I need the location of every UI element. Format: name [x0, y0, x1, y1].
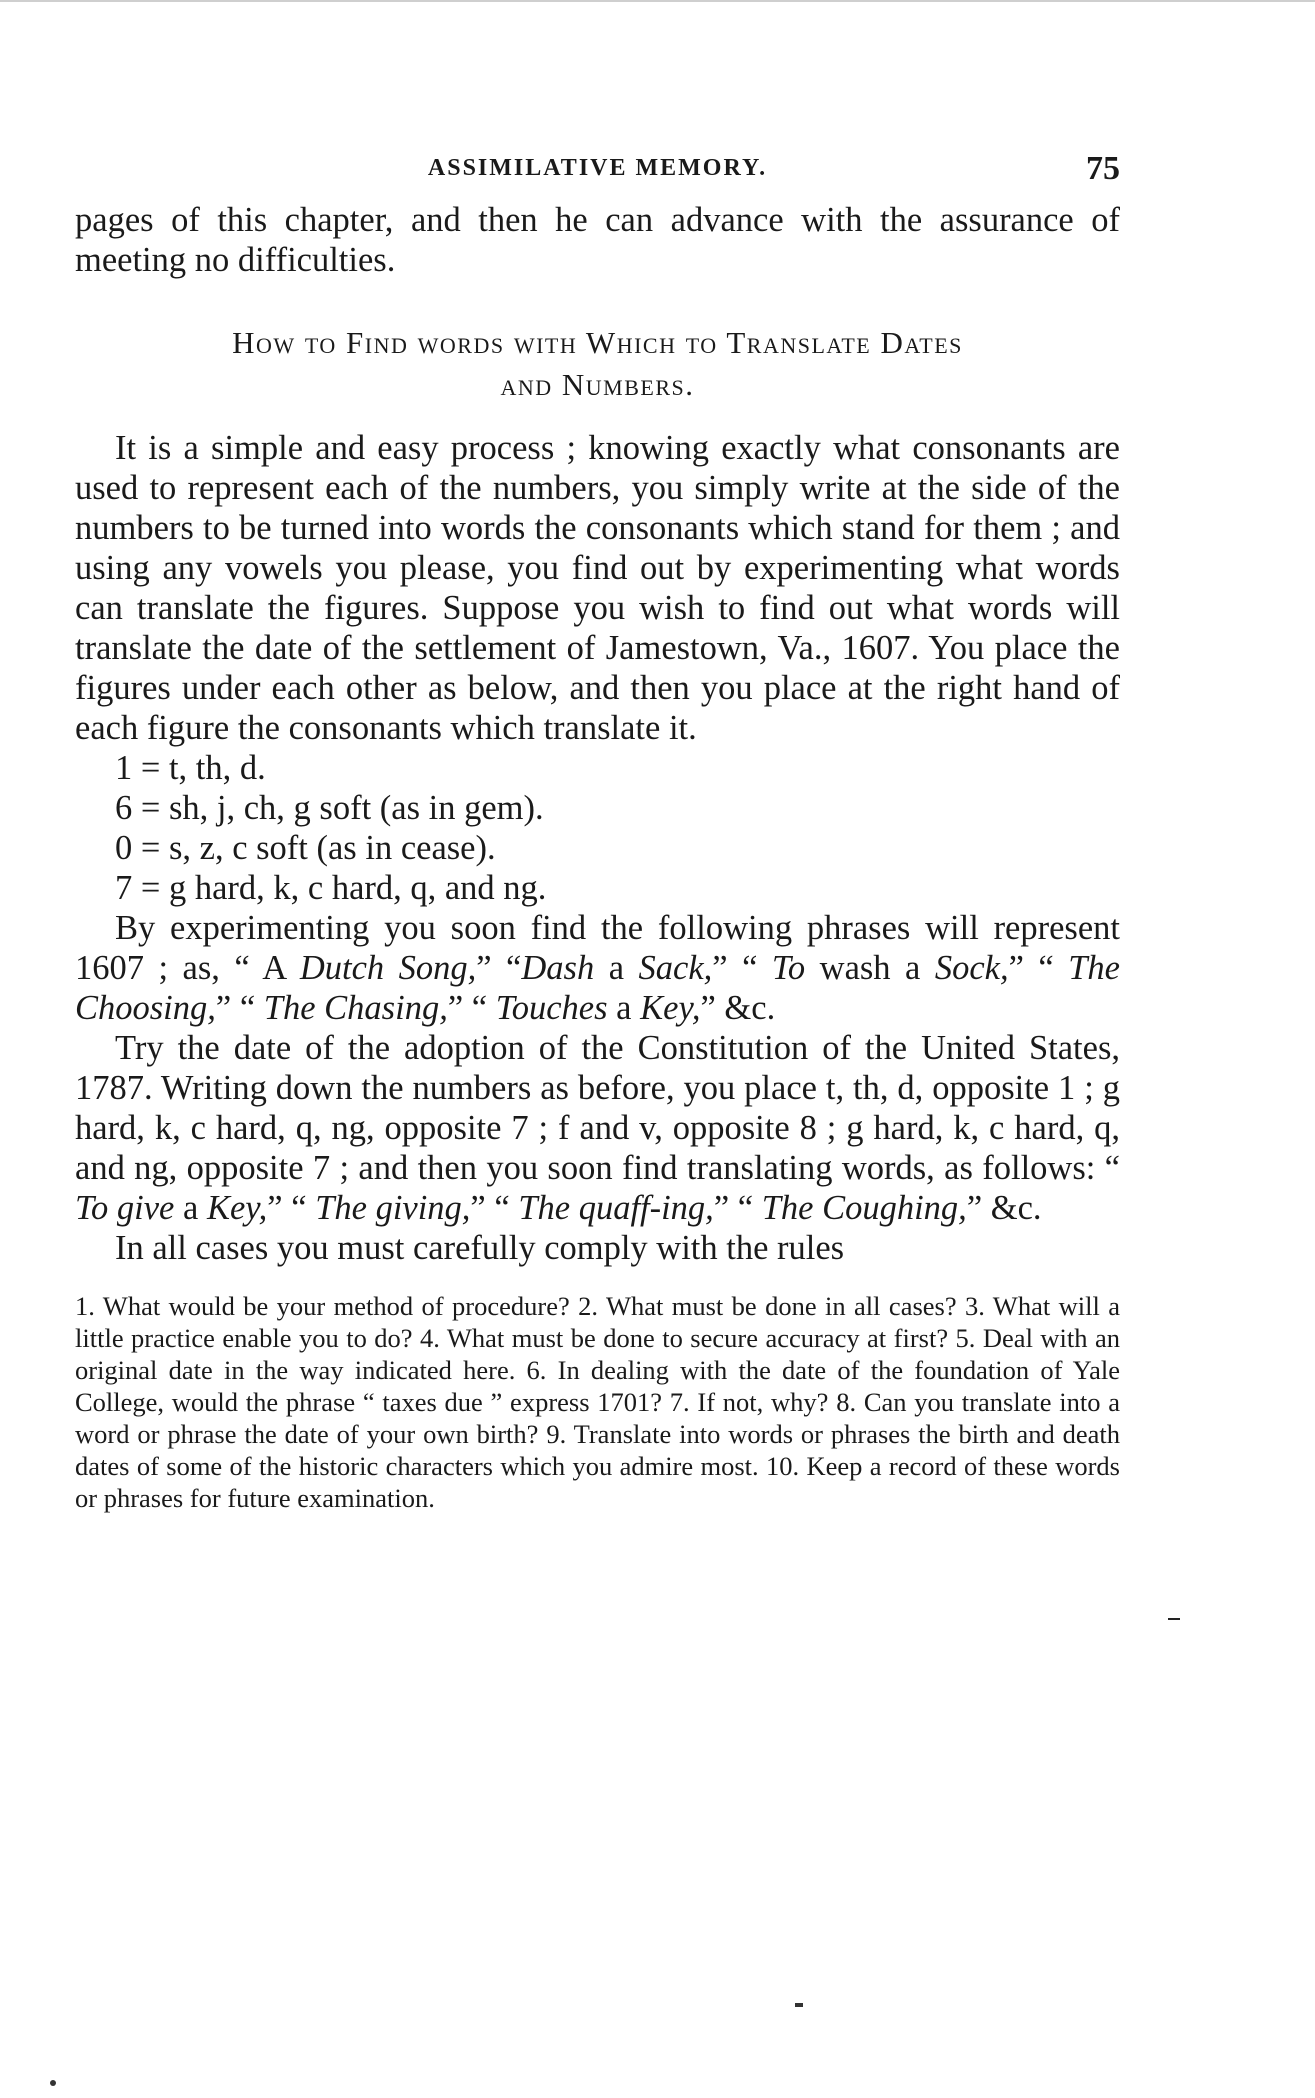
margin-mark — [1168, 1618, 1180, 1620]
text: Try the date of the adoption of the Constitution of the United States, 1787. Writing down the numbers as before, you place t, th, d, opposite 1 ; g hard, k, c hard, q, ng, opposite 7 ; f and v, opposite 8 ; g hard, k, c hard, q, and ng, opposite 7 ; and then you soon find translating words, as follows: “ — [75, 1029, 1120, 1187]
page-number: 75 — [1086, 150, 1120, 187]
paragraph-constitution — [75, 1028, 1120, 1228]
text: a — [607, 989, 641, 1027]
text: ” &c. — [700, 989, 776, 1027]
text: a — [174, 1189, 207, 1227]
text: a — [890, 949, 935, 987]
section-heading — [75, 322, 1120, 406]
text: ” “ — [713, 1189, 762, 1227]
phrase: To give — [75, 1189, 175, 1227]
heading-line-1: How to Find words with Which to Translate Dates — [232, 325, 963, 360]
phrase: The Chasing, — [263, 989, 448, 1027]
page-header — [75, 150, 1120, 200]
phrase: Key, — [206, 1189, 268, 1227]
phrase: The giving, — [315, 1189, 471, 1227]
text: ” “ — [470, 1189, 519, 1227]
phrase: The Choosing, — [75, 949, 1120, 1027]
text: By experimenting you soon find the following phrases will represent 1607 ; as, “ A — [75, 909, 1120, 987]
book-page — [75, 150, 1120, 1514]
text: ” “ — [476, 949, 522, 987]
paragraph-experimenting — [75, 908, 1120, 1028]
phrase: Dash — [521, 949, 595, 987]
phrase: Sack, — [638, 949, 713, 987]
phrase: Dutch Song, — [299, 949, 477, 987]
print-speck — [50, 2080, 56, 2086]
phrase: Key, — [640, 989, 701, 1027]
paragraph-rules: In all cases you must carefully comply with the rules — [115, 1229, 845, 1267]
text: ” &c. — [966, 1189, 1042, 1227]
list-item: 0 = s, z, c soft (as in cease). — [115, 829, 496, 867]
text: wash — [805, 949, 891, 987]
page-body — [75, 200, 1120, 1268]
list-item: 7 = g hard, k, c hard, q, and ng. — [115, 869, 547, 907]
paragraph-continuation: pages of this chapter, and then he can advance with the assurance of meeting no difficulties. — [75, 201, 1120, 279]
text: ” “ — [447, 989, 496, 1027]
text: a — [594, 949, 639, 987]
heading-line-2: and Numbers. — [500, 367, 695, 402]
list-item: 6 = sh, j, ch, g soft (as in gem). — [115, 789, 544, 827]
number-consonant-list — [75, 748, 1120, 908]
phrase: Touches — [495, 989, 608, 1027]
phrase: The Coughing, — [761, 1189, 967, 1227]
top-border — [0, 0, 1315, 2]
phrase: The quaff-ing, — [518, 1189, 714, 1227]
study-questions: 1. What would be your method of procedure? 2. What must be done in all cases? 3. What will a little practice enable you to do? 4. What must be done to secure accuracy at first? 5. Deal with an original date in the way indicated here. 6. In dealing with the date of the foundation of Yale College, would the phrase “ taxes due ” express 1701? 7. If not, why? 8. Can you translate into a word or phrase the date of your own birth? 9. Translate into words or phrases the birth and death dates of some of the historic characters which you admire most. 10. Keep a record of these words or phrases for future examination. — [75, 1291, 1120, 1513]
running-head: ASSIMILATIVE MEMORY. — [427, 155, 768, 181]
text: ” “ — [215, 989, 264, 1027]
print-speck — [795, 2003, 803, 2007]
phrase: To — [771, 949, 806, 987]
text: ” “ — [267, 1189, 316, 1227]
text: ” “ — [712, 949, 772, 987]
list-item: 1 = t, th, d. — [115, 749, 266, 787]
phrase: Sock, — [934, 949, 1009, 987]
paragraph-process: It is a simple and easy process ; knowing exactly what consonants are used to represent each of the numbers, you simply write at the side of the numbers to be turned into words the consonants which stand for them ; and using any vowels you please, you find out by experimenting what words can translate the figures. Suppose you wish to find out what words will translate the date of the settlement of Jamestown, Va., 1607. You place the figures under each other as below, and then you place at the right hand of each figure the consonants which translate it. — [75, 429, 1120, 747]
text: ” “ — [1008, 949, 1069, 987]
